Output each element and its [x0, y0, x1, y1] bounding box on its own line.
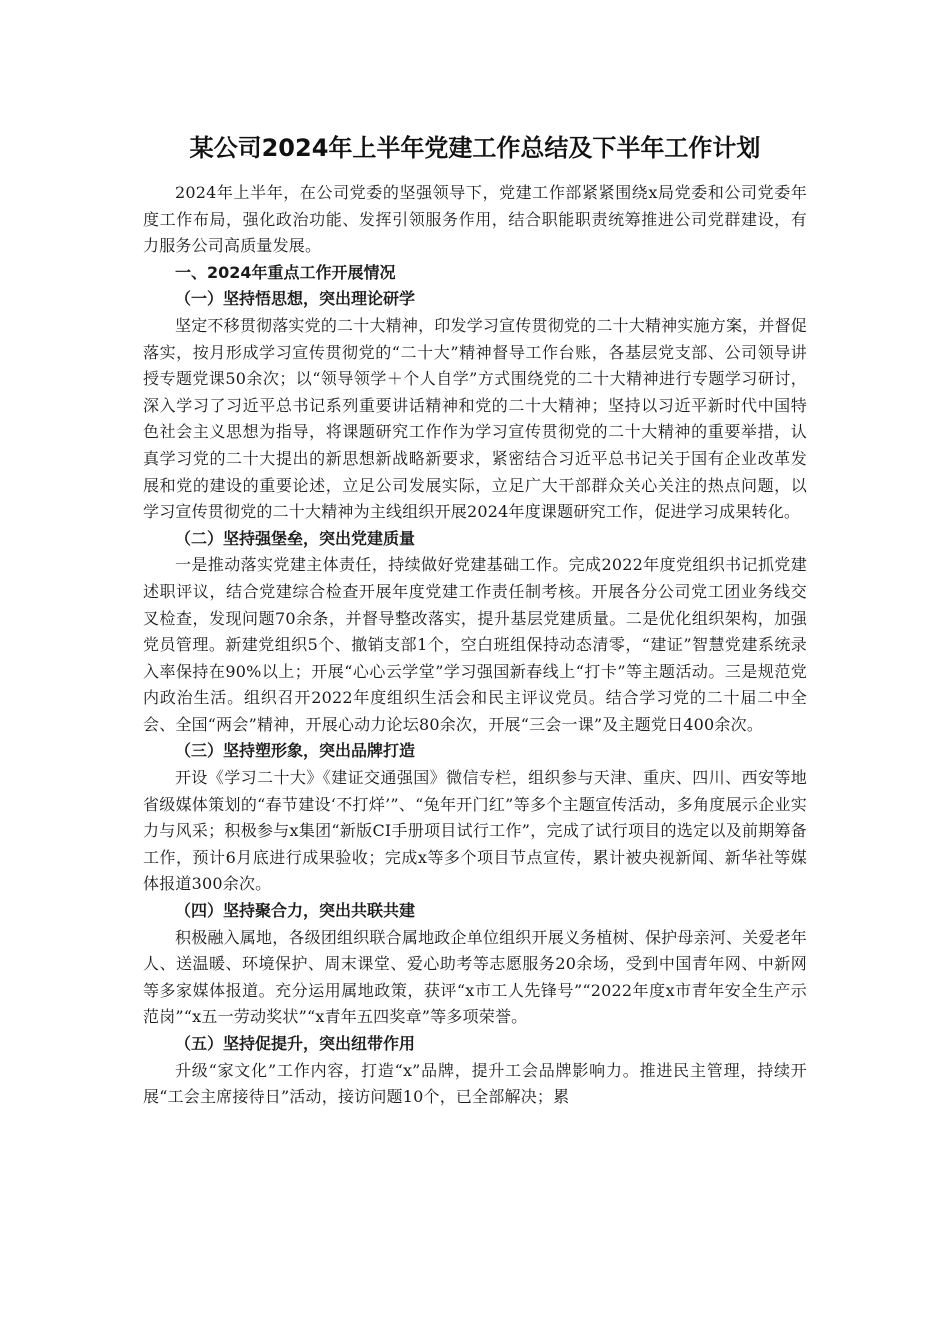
subsection-heading-3: （三）坚持塑形象，突出品牌打造	[175, 741, 416, 761]
subsection-body-3: 开设《学习二十大》《建证交通强国》微信专栏，组织参与天津、重庆、四川、西安等地省级媒体策划的“春节建设‘不打烊’”、“兔年开门红”等多个主题宣传活动，多角度展示企业实力与风采；积极参与x集团“新版CI手册项目试行工作”，完成了试行项目的选定以及前期筹备工作，预计6月底进行成果验收；完成x等多个项目节点宣传，累计被央视新闻、新华社等媒体报道300余次。	[143, 768, 807, 894]
subsection-body-5: 升级“家文化”工作内容，打造“x”品牌，提升工会品牌影响力。推进民主管理，持续开展“工会主席接待日”活动，接访问题10个，已全部解决；累	[143, 1060, 807, 1107]
subsection-body-2: 一是推动落实党建主体责任，持续做好党建基础工作。完成2022年度党组织书记抓党建述职评议，结合党建综合检查开展年度党建工作责任制考核。开展各分公司党工团业务线交叉检查，发现问题70余条，并督导整改落实，提升基层党建质量。二是优化组织架构，加强党员管理。新建党组织5个、撤销支部1个，空白班组保持动态清零，“建证”智慧党建系统录入率保持在90%以上；开展“心心云学堂”学习强国新春线上“打卡”等主题活动。三是规范党内政治生活。组织召开2022年度组织生活会和民主评议党员。结合学习党的二十届二中全会、全国“两会”精神，开展心动力论坛80余次，开展“三会一课”及主题党日400余次。	[143, 555, 807, 734]
section-heading-1: 一、2024年重点工作开展情况	[175, 262, 396, 282]
subsection-heading-1: （一）坚持悟思想，突出理论研学	[175, 289, 416, 309]
subsection-heading-5: （五）坚持促提升，突出纽带作用	[175, 1034, 416, 1053]
subsection-heading-4: （四）坚持聚合力，突出共联共建	[175, 901, 416, 921]
subsection-body-4: 积极融入属地，各级团组织联合属地政企单位组织开展义务植树、保护母亲河、关爱老年人、送温暖、环境保护、周末课堂、爱心助考等志愿服务20余场，受到中国青年网、中新网等多家媒体报道。充分运用属地政策，获评“x市工人先锋号”“2022年度x市青年安全生产示范岗”“x五一劳动奖状”“x青年五四奖章”等多项荣誉。	[143, 927, 807, 1027]
document-title: 某公司2024年上半年党建工作总结及下半年工作计划	[189, 134, 761, 162]
intro-paragraph: 2024年上半年，在公司党委的坚强领导下，党建工作部紧紧围绕x局党委和公司党委年度工作布局，强化政治功能、发挥引领服务作用，结合职能职责统筹推进公司党群建设，有力服务公司高质量发展。	[143, 183, 807, 256]
subsection-body-1: 坚定不移贯彻落实党的二十大精神，印发学习宣传贯彻党的二十大精神实施方案，并督促落实，按月形成学习宣传贯彻党的“二十大”精神督导工作台账，各基层党支部、公司领导讲授专题党课50余次；以“领导领学＋个人自学”方式围绕党的二十大精神进行专题学习研讨，深入学习了习近平总书记系列重要讲话精神和党的二十大精神；坚持以习近平新时代中国特色社会主义思想为指导，将课题研究工作作为学习宣传贯彻党的二十大精神的重要举措，认真学习党的二十大提出的新思想新战略新要求，紧密结合习近平总书记关于国有企业改革发展和党的建设的重要论述，立足公司发展实际，立足广大干部群众关心关注的热点问题，以学习宣传贯彻党的二十大精神为主线组织开展2024年度课题研究工作，促进学习成果转化。	[143, 315, 807, 522]
subsection-heading-2: （二）坚持强堡垒，突出党建质量	[175, 528, 416, 548]
document-page	[143, 128, 807, 1111]
